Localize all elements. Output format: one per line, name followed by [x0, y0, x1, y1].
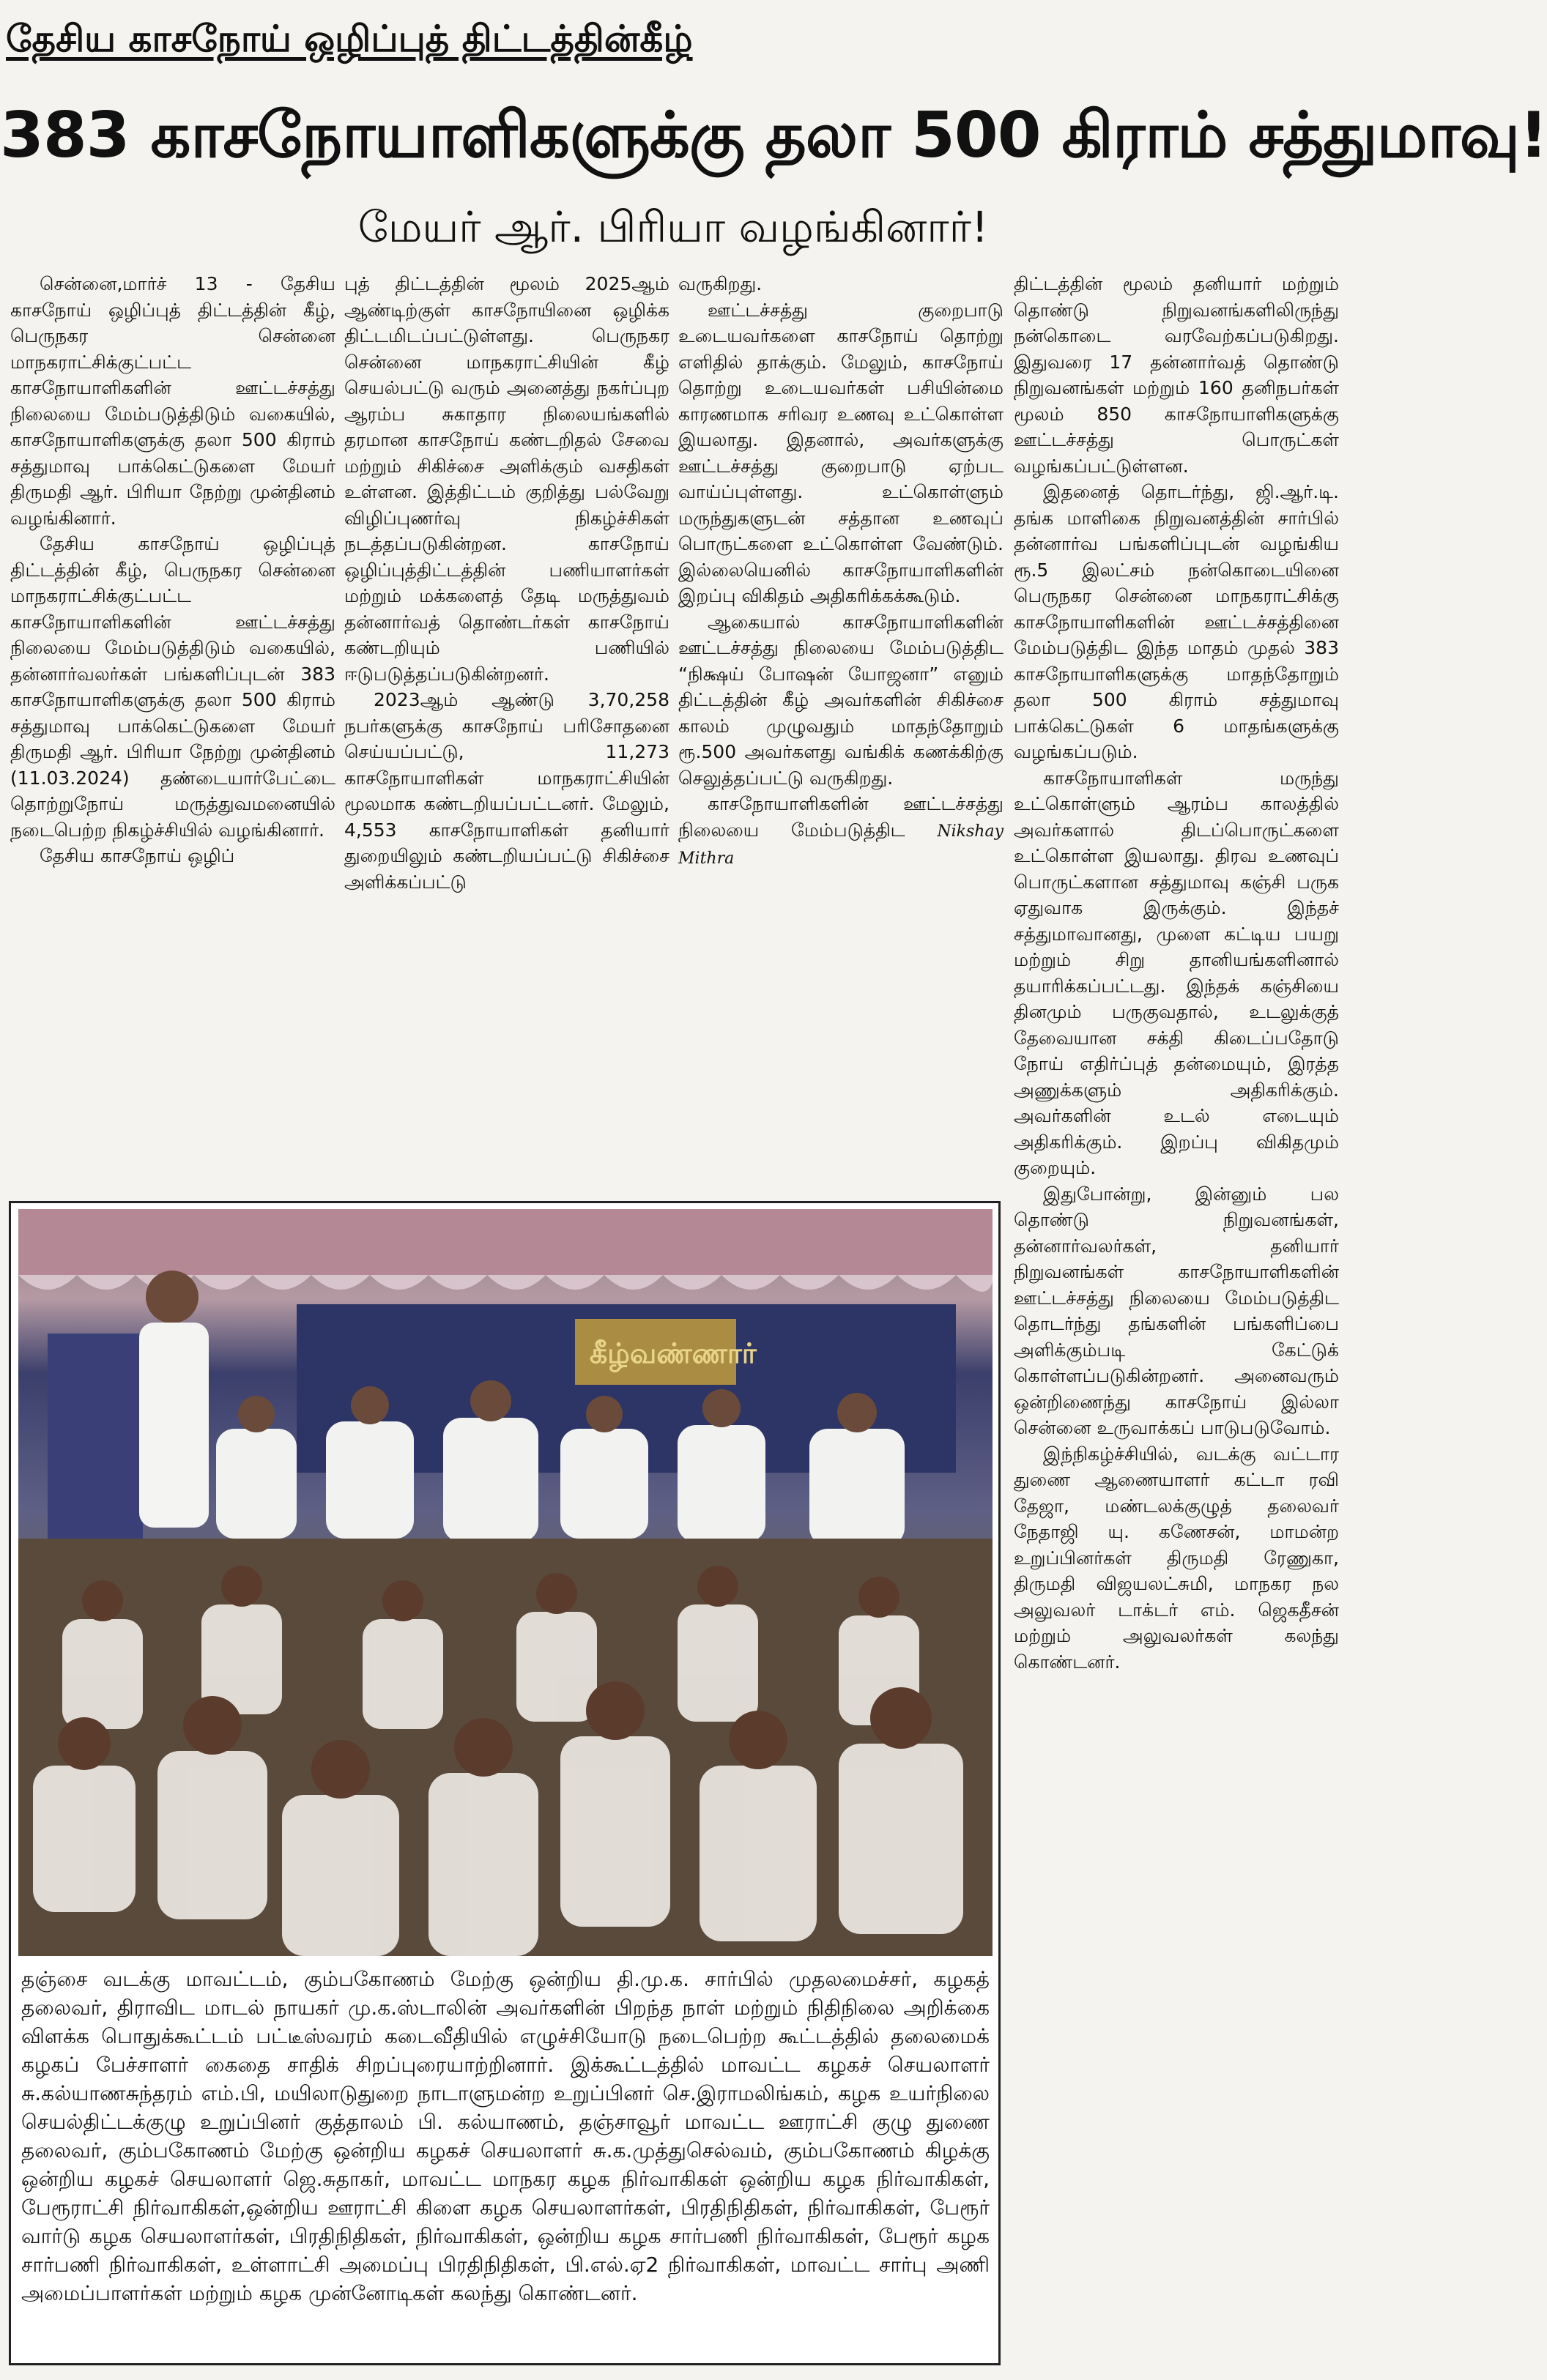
article-column-3 [678, 271, 1003, 1194]
event-photo-illustration [18, 1209, 993, 1956]
article-column-4 [1014, 271, 1339, 2373]
event-photo [18, 1209, 993, 1956]
paragraph: திட்டத்தின் மூலம் தனியார் மற்றும் தொண்டு நிறுவனங்களிலிருந்து நன்கொடை வரவேற்கப்படுகிறது. இதுவரை 17 தன்னார்வத் தொண்டு நிறுவனங்கள் மற்றும் 160 தனிநபர்கள் மூலம் 850 காசநோயாளிகளுக்கு ஊட்டச்சத்து பொருட்கள் வழங்கப்பட்டுள்ளன. [1014, 273, 1339, 477]
paragraph: ஊட்டச்சத்து குறைபாடு உடையவர்களை காசநோய் தொற்று எளிதில் தாக்கும். மேலும், காசநோய் தொற்று உடையவர்கள் பசியின்மை காரணமாக சரிவர உணவு உட்கொள்ள இயலாது. இதனால், அவர்களுக்கு ஊட்டச்சத்து குறைபாடு ஏற்பட வாய்ப்புள்ளது. உட்கொள்ளும் மருந்துகளுடன் சத்தான உணவுப் பொருட்களை உட்கொள்ள வேண்டும். இல்லையெனில் காசநோயாளிகளின் இறப்பு விகிதம் அதிகரிக்கக்கூடும். [678, 299, 1003, 606]
program-name: Nikshay Mithra [678, 822, 1004, 868]
article-column-1 [10, 271, 335, 1194]
paragraph: இந்நிகழ்ச்சியில், வடக்கு வட்டார துணை ஆணையாளர் கட்டா ரவி தேஜா, மண்டலக்குழுத் தலைவர் நேதாஜி யு. கணேசன், மாமன்ற உறுப்பினர்கள் திருமதி ரேணுகா, திருமதி விஜயலட்சுமி, மாநகர நல அலுவலர் டாக்டர் எம். ஜெகதீசன் மற்றும் அலுவலர்கள் கலந்து கொண்டனர். [1014, 1443, 1339, 1673]
paragraph: புத் திட்டத்தின் மூலம் 2025ஆம் ஆண்டிற்குள் காசநோயினை ஒழிக்க திட்டமிடப்பட்டுள்ளது. பெருநகர சென்னை மாநகராட்சியின் கீழ் செயல்பட்டு வரும் அனைத்து நகர்ப்புற ஆரம்ப சுகாதார நிலையங்களில் தரமான காசநோய் கண்டறிதல் சேவை மற்றும் சிகிச்சை அளிக்கும் வசதிகள் உள்ளன. இத்திட்டம் குறித்து பல்வேறு விழிப்புணர்வு நிகழ்ச்சிகள் நடத்தப்படுகின்றன. காசநோய் ஒழிப்புத்திட்டத்தின் பணியாளர்கள் மற்றும் மக்களைத் தேடி மருத்துவம் தன்னார்வத் தொண்டர்கள் காசநோய் கண்டறியும் பணியில் ஈடுபடுத்தப்படுகின்றனர். [344, 273, 669, 685]
kicker-heading: தேசிய காசநோய் ஒழிப்புத் திட்டத்தின்கீழ் [6, 18, 693, 60]
photo-caption [21, 1965, 990, 2360]
article-column-2 [344, 271, 669, 1194]
paragraph: தேசிய காசநோய் ஒழிப் [40, 845, 235, 866]
subheadline: மேயர் ஆர். பிரியா வழங்கினார்! [357, 202, 989, 252]
paragraph: 2023ஆம் ஆண்டு 3,70,258 நபர்களுக்கு காசநோய் பரிசோதனை செய்யப்பட்டு, 11,273 காசநோயாளிகள் மாநகராட்சியின் மூலமாக கண்டறியப்பட்டனர். மேலும், 4,553 காசநோயாளிகள் தனியார் துறையிலும் கண்டறியப்பட்டு சிகிச்சை அளிக்கப்பட்டு [344, 689, 669, 893]
headline: 383 காசநோயாளிகளுக்கு தலா 500 கிராம் சத்துமாவு! [0, 99, 1547, 172]
paragraph-text: காசநோயாளிகளின் ஊட்டச்சத்து நிலையை மேம்படுத்திட [678, 793, 1003, 841]
paragraph: ஆகையால் காசநோயாளிகளின் ஊட்டச்சத்து நிலையை மேம்படுத்திட “நிக்ஷய் போஷன் யோஜனா” எனும் திட்டத்தின் கீழ் அவர்களின் சிகிச்சை காலம் முழுவதும் மாதந்தோறும் ரூ.500 அவர்களது வங்கிக் கணக்கிற்கு செலுத்தப்பட்டு வருகிறது. [678, 611, 1003, 789]
caption-text: தஞ்சை வடக்கு மாவட்டம், கும்பகோணம் மேற்கு ஒன்றிய தி.மு.க. சார்பில் முதலமைச்சர், கழகத் தலைவர், திராவிட மாடல் நாயகர் மு.க.ஸ்டாலின் அவர்களின் பிறந்த நாள் மற்றும் நிதிநிலை அறிக்கை விளக்க பொதுக்கூட்டம் பட்டீஸ்வரம் கடைவீதியில் எழுச்சியோடு நடைபெற்ற கூட்டத்தில் தலைமைக் கழகப் பேச்சாளர் கைதை சாதிக் சிறப்புரையாற்றினார். இக்கூட்டத்தில் மாவட்ட கழகச் செயலாளர் சு.கல்யாணசுந்தரம் எம்.பி, மயிலாடுதுறை நாடாளுமன்ற உறுப்பினர் செ.இராமலிங்கம், கழக உயர்நிலை செயல்திட்டக்குழு உறுப்பினர் குத்தாலம் பி. கல்யாணம், தஞ்சாவூர் மாவட்ட ஊராட்சி குழு துணை தலைவர், கும்பகோணம் மேற்கு ஒன்றிய கழகச் செயலாளர் சு.க.முத்துசெல்வம், கும்பகோணம் கிழக்கு ஒன்றிய கழகச் செயலாளர் ஜெ.சுதாகர், மாவட்ட மாநகர கழக நிர்வாகிகள் ஒன்றிய கழக நிர்வாகிகள், பேரூராட்சி நிர்வாகிகள்,ஒன்றிய ஊராட்சி கிளை கழக செயலாளர்கள், பிரதிநிதிகள், நிர்வாகிகள், பேரூர் வார்டு கழக செயலாளர்கள், பிரதிநிதிகள், நிர்வாகிகள், ஒன்றிய கழக சார்பணி நிர்வாகிகள், பேரூர் கழக சார்பணி நிர்வாகிகள், உள்ளாட்சி அமைப்பு பிரதிநிதிகள், பி.எல்.ஏ2 நிர்வாகிகள், மாவட்ட சார்பு அணி அமைப்பாளர்கள் மற்றும் கழக முன்னோடிகள் கலந்து கொண்டனர். [21, 1967, 990, 2305]
paragraph: இதுபோன்று, இன்னும் பல தொண்டு நிறுவனங்கள், தன்னார்வலர்கள், தனியார் நிறுவனங்கள் காசநோயாளிகளின் ஊட்டச்சத்து நிலையை மேம்படுத்திட தொடர்ந்து தங்களின் பங்களிப்பை அளிக்கும்படி கேட்டுக் கொள்ளப்படுகின்றனர். அனைவரும் ஒன்றிணைந்து காசநோய் இல்லா சென்னை உருவாக்கப் பாடுபடுவோம். [1014, 1183, 1339, 1438]
paragraph: காசநோயாளிகள் மருந்து உட்கொள்ளும் ஆரம்ப காலத்தில் அவர்களால் திடப்பொருட்களை உட்கொள்ள இயலாது. திரவ உணவுப் பொருட்களான சத்துமாவு கஞ்சி பருக ஏதுவாக இருக்கும். இந்தச் சத்துமாவானது, முளை கட்டிய பயறு மற்றும் சிறு தானியங்களினால் தயாரிக்கப்பட்டது. இந்தக் கஞ்சியை தினமும் பருகுவதால், உடலுக்குத் தேவையான சக்தி கிடைப்பதோடு நோய் எதிர்ப்புத் தன்மையும், இரத்த அணுக்களும் அதிகரிக்கும். அவர்களின் உடல் எடையும் அதிகரிக்கும். இறப்பு விகிதமும் குறையும். [1014, 767, 1339, 1178]
paragraph: இதனைத் தொடர்ந்து, ஜி.ஆர்.டி. தங்க மாளிகை நிறுவனத்தின் சார்பில் தன்னார்வ பங்களிப்புடன் வழங்கிய ரூ.5 இலட்சம் நன்கொடையினை பெருநகர சென்னை மாநகராட்சிக்கு காசநோயாளிகளின் ஊட்டச்சத்தினை மேம்படுத்திட இந்த மாதம் முதல் 383 காசநோயாளிகளுக்கு மாதந்தோறும் தலா 500 கிராம் சத்துமாவு பாக்கெட்டுகள் 6 மாதங்களுக்கு வழங்கப்படும். [1014, 481, 1339, 762]
paragraph: தேசிய காசநோய் ஒழிப்புத் திட்டத்தின் கீழ், பெருநகர சென்னை மாநகராட்சிக்குட்பட்ட காசநோயாளிகளின் ஊட்டச்சத்து நிலையை மேம்படுத்திடும் வகையில், தன்னார்வலர்கள் பங்களிப்புடன் 383 காசநோயாளிகளுக்கு தலா 500 கிராம் சத்துமாவு பாக்கெட்டுகளை மேயர் திருமதி ஆர். பிரியா நேற்று முன்தினம் (11.03.2024) தண்டையார்பேட்டை தொற்றுநோய் மருத்துவமனையில் நடைபெற்ற நிகழ்ச்சியில் வழங்கினார். [10, 533, 335, 841]
paragraph: வருகிறது. [678, 273, 763, 294]
stage-banner-text: கீழ்வண்ணார் [590, 1337, 757, 1369]
paragraph [678, 791, 1003, 872]
paragraph: சென்னை,மார்ச் 13 - தேசிய காசநோய் ஒழிப்புத் திட்டத்தின் கீழ், பெருநகர சென்னை மாநகராட்சிக்குட்பட்ட காசநோயாளிகளின் ஊட்டச்சத்து நிலையை மேம்படுத்திடும் வகையில், காசநோயாளிகளுக்கு தலா 500 கிராம் சத்துமாவு பாக்கெட்டுகளை மேயர் திருமதி ஆர். பிரியா நேற்று முன்தினம் வழங்கினார். [10, 273, 335, 529]
photo-box [9, 1201, 1001, 2365]
